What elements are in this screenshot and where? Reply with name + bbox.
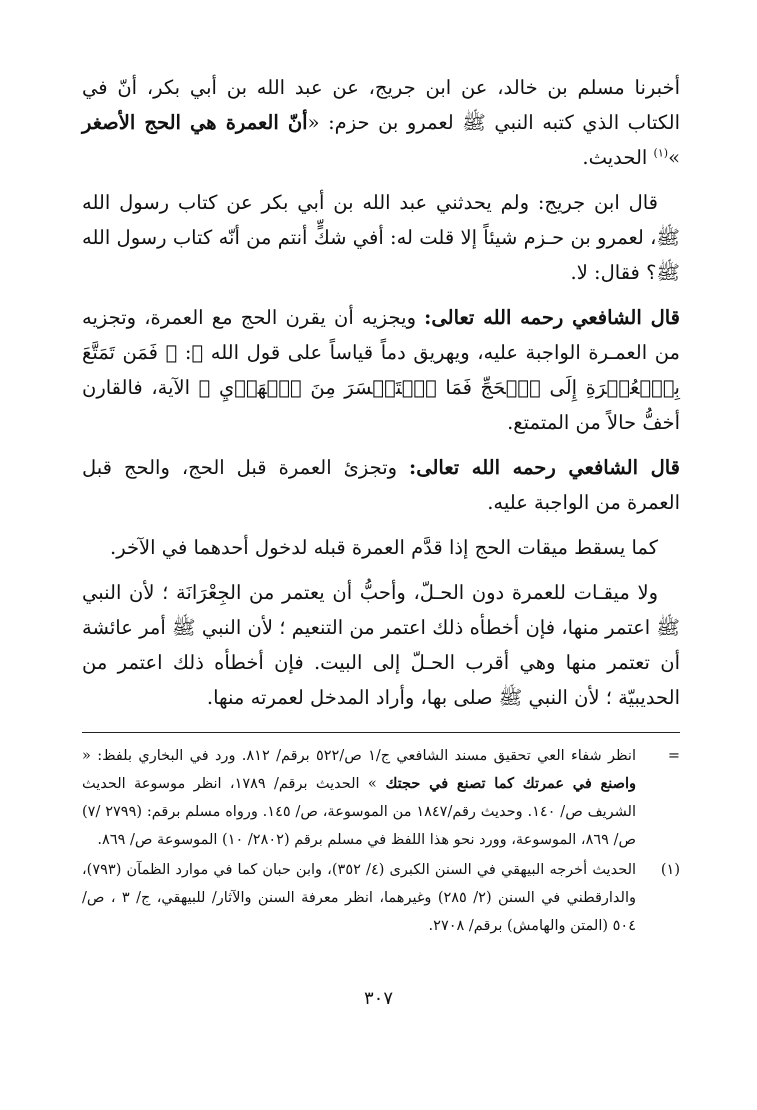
- footnote-text: [82, 742, 636, 854]
- paragraph-4-text: وتجزئ العمرة قبل الحج، والحج قبل العمرة من الواجبة عليه.: [82, 456, 680, 514]
- paragraph-3-text: ويجزيه أن يقرن الحج مع العمرة، وتجزيه من العمـرة الواجبة عليه، ويهريق دماً قياساً على قول الله ﷻ: ﴿ فَمَن تَمَتَّعَ بِٱلۡعُمۡرَةِ إِلَى ٱلۡحَجِّ فَمَا ٱسۡتَيۡسَرَ مِنَ ٱلۡهَدۡيِ ﴾ الآية، فالقارن أخفُّ حالاً من المتمتع.: [82, 306, 680, 434]
- footnote-text-part-b: » الحديث برقم/ ١٧٨٩، انظر موسوعة الحديث الشريف ص/ ١٤٠. وحديث رقم/١٨٤٧ من الموسوعة، ص/ ١٤٥. ورواه مسلم برقم: (٢٧٩٩ /٧) ص/ ٨٦٩، الموسوعة، وورد نحو هذا اللفظ في مسلم برقم (٢٨٠٢/ ١٠) الموسوعة ص/ ٨٦٩.: [82, 776, 636, 848]
- page-number: ٣٠٧: [363, 988, 393, 1009]
- paragraph-1: [82, 70, 680, 175]
- paragraph-6: ولا ميقـات للعمرة دون الحـلّ، وأحبُّ أن يعتمر من الجِعْرَانَة ؛ لأن النبي ﷺ اعتمر منها، فإن أخطأه ذلك اعتمر من التنعيم ؛ لأن النبي ﷺ أمر عائشة أن تعتمر منها وهي أقرب الحـلّ إلى البيت. فإن أخطأه ذلك اعتمر من الحديبيّة ؛ لأن النبي ﷺ صلى بها، وأراد المدخل لعمرته منها.: [82, 581, 680, 709]
- footnotes: [82, 742, 680, 942]
- footnote-quote: واصنع في عمرتك كما تصنع في حجتك: [376, 775, 636, 792]
- paragraph-4: [82, 450, 680, 520]
- paragraph-1-text: أخبرنا مسلم بن خالد، عن ابن جريج، عن عبد الله بن أبي بكر، أنّ في الكتاب الذي كتبه النبي ﷺ لعمرو بن حزم: «: [82, 76, 680, 134]
- paragraph-4-speaker: قال الشافعي رحمه الله تعالى:: [409, 456, 680, 479]
- paragraph-1-end: الحديث.: [582, 146, 654, 169]
- main-text: [82, 70, 680, 725]
- footnote-divider: [82, 732, 680, 733]
- footnote-text-part-a: انظر شفاء العي تحقيق مسند الشافعي ج/١ ص/٥٢٢ برقم/ ٨١٢. ورد في البخاري بلفظ: «: [82, 748, 636, 764]
- paragraph-2: قال ابن جريج: ولم يحدثني عبد الله بن أبي بكر عن كتاب رسول الله ﷺ، لعمرو بن حـزم شيئاً إلا قلت له: أفي شكٍّ أنتم من أنّه كتاب رسول الله ﷺ؟ فقال: لا.: [82, 191, 680, 284]
- footnote-1: [82, 856, 680, 940]
- footnote-continued: [82, 742, 680, 854]
- footnote-text: الحديث أخرجه البيهقي في السنن الكبرى (٤/ ٣٥٢)، وابن حبان كما في موارد الظمآن (٧٩٣)، والدارقطني في السنن (٢/ ٢٨٥) وغيرهما، انظر معرفة السنن والآثار/ للبيهقي، ج/ ٣ ، ص/ ٥٠٤ (المتن والهامش) برقم/ ٢٧٠٨.: [82, 862, 637, 934]
- footnote-marker: =: [667, 748, 680, 764]
- footnote-reference-1[interactable]: (١): [653, 146, 669, 160]
- paragraph-1-quote-close: »: [668, 146, 680, 169]
- paragraph-3: [82, 300, 680, 440]
- paragraph-1-quote: أنّ العمرة هي الحج الأصغر: [82, 111, 308, 134]
- paragraph-5: كما يسقط ميقات الحج إذا قدَّم العمرة قبله لدخول أحدهما في الآخر.: [110, 536, 658, 559]
- footnote-marker: (١): [660, 862, 680, 878]
- paragraph-3-speaker: قال الشافعي رحمه الله تعالى:: [424, 306, 680, 329]
